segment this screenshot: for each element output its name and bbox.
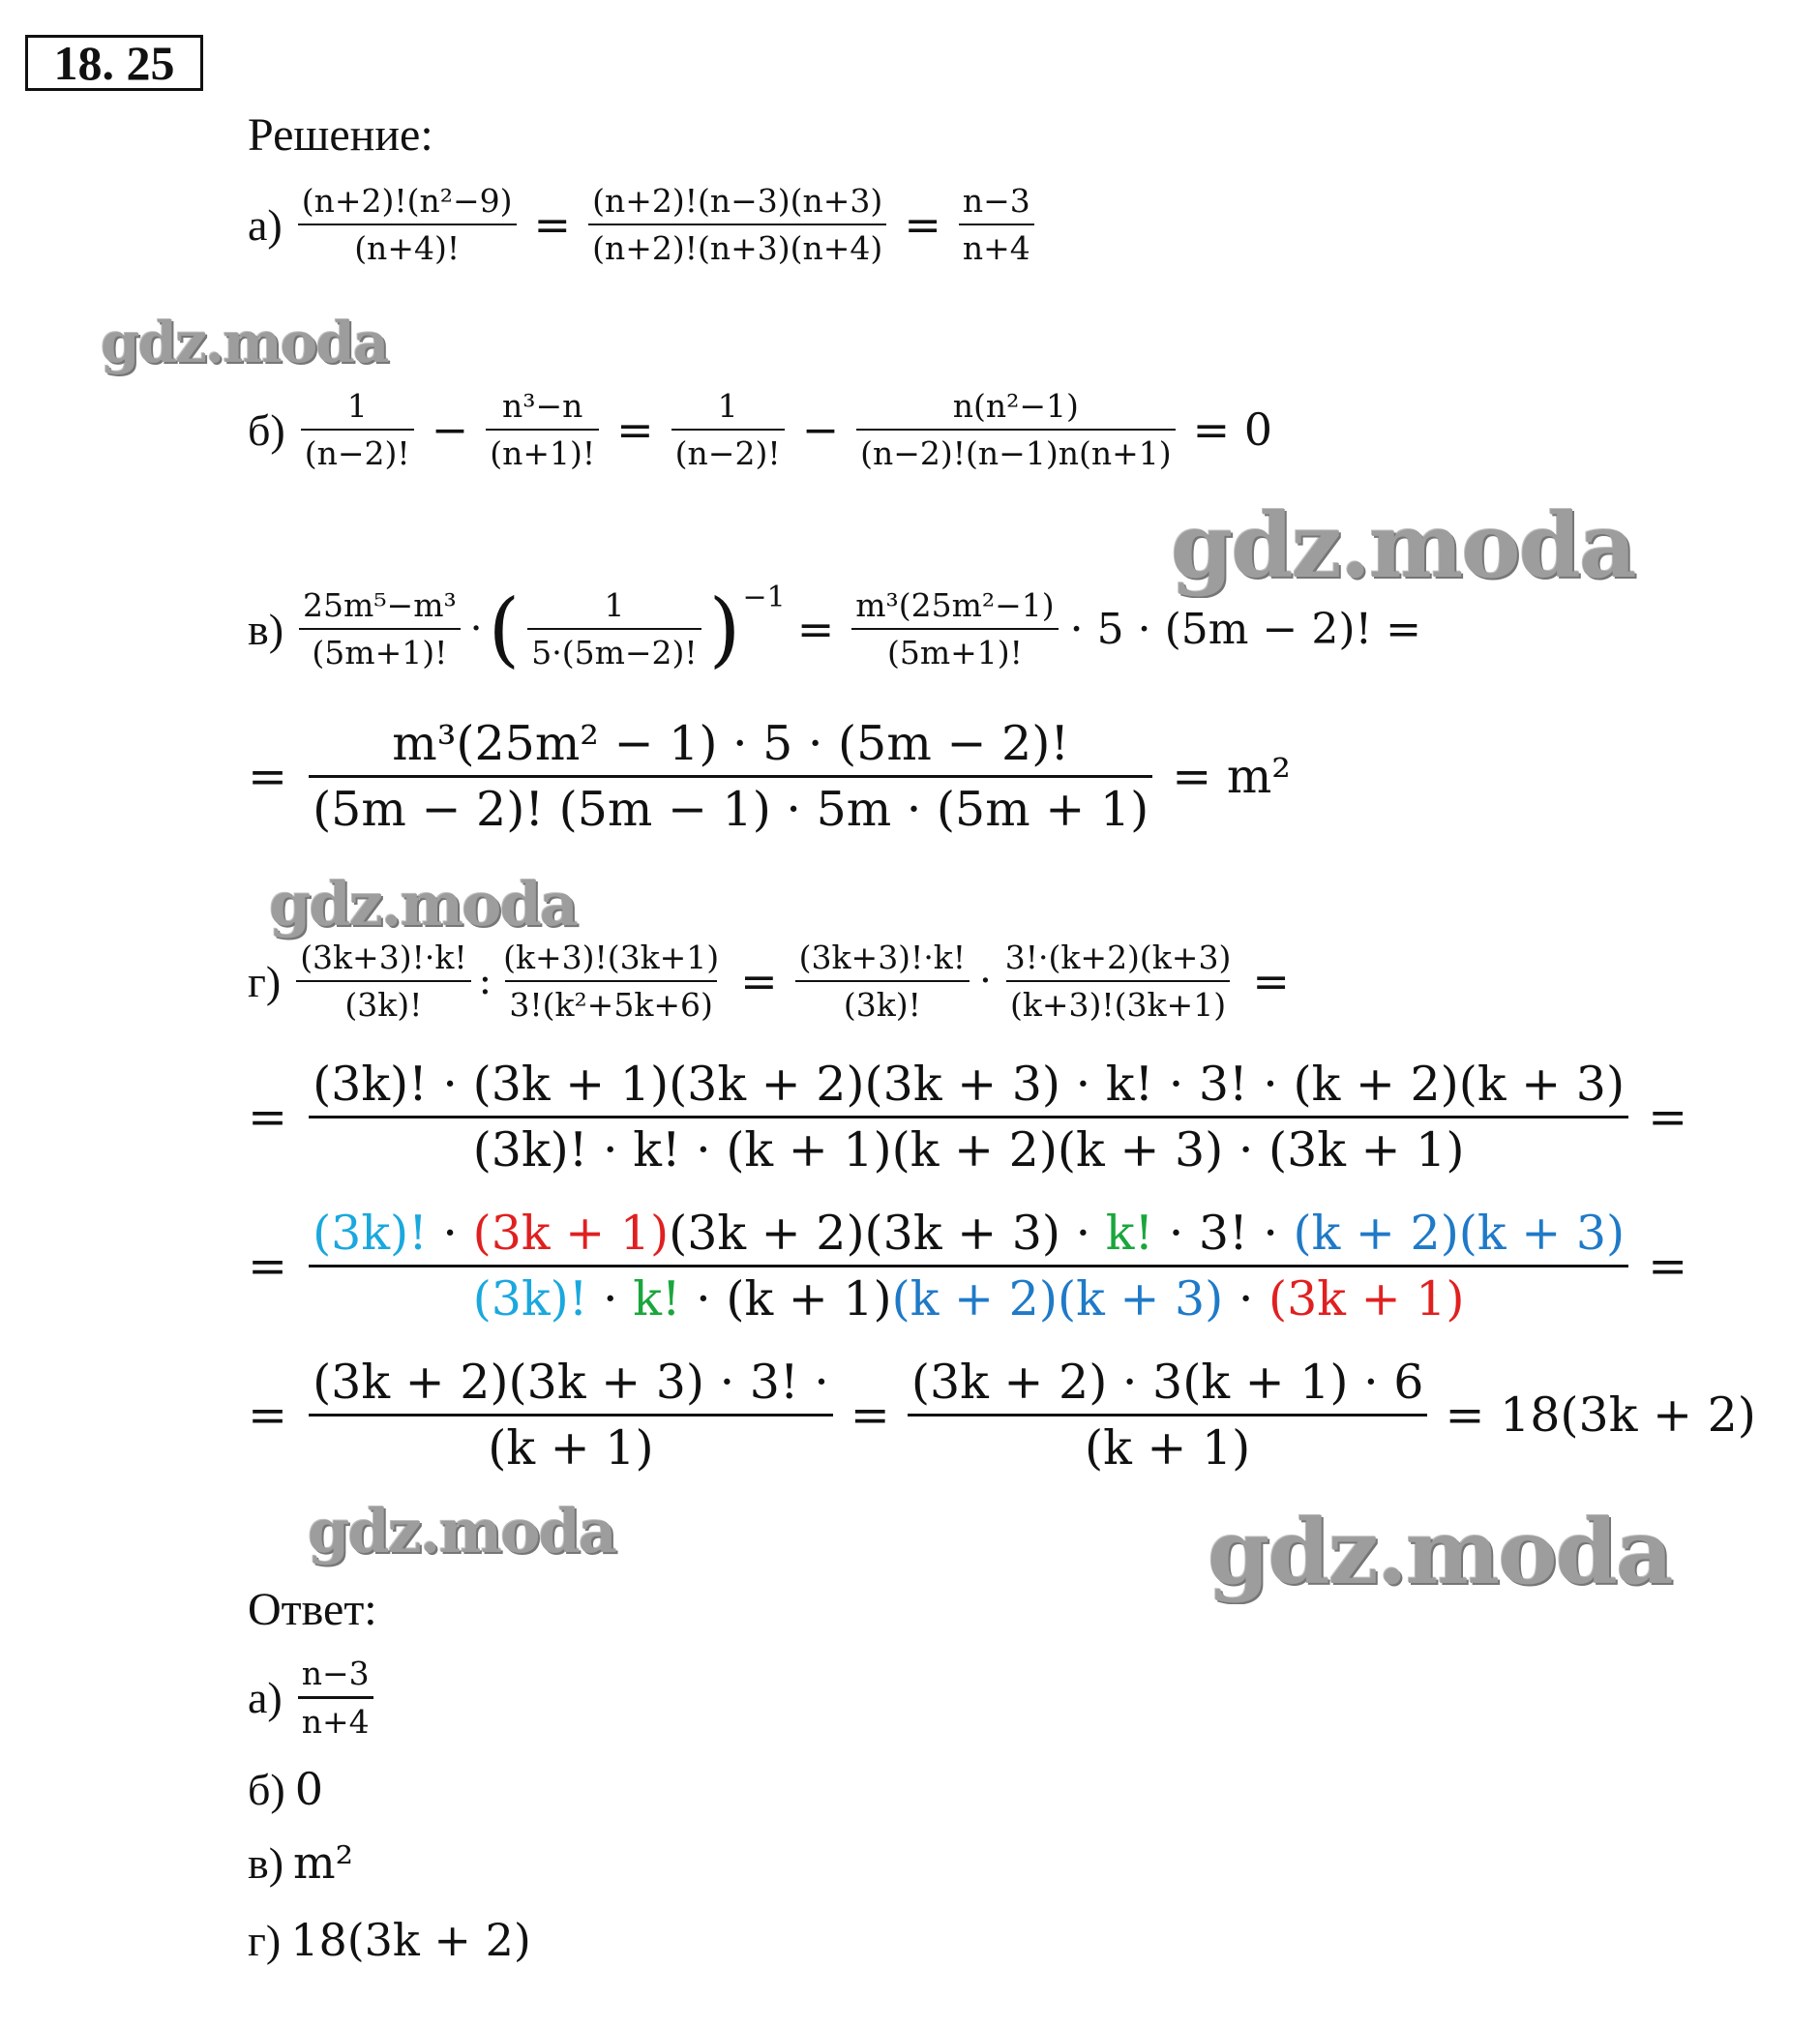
answer-g-label: г): [248, 1915, 282, 1965]
equals-sign: =: [904, 198, 941, 251]
answer-g: [248, 1914, 531, 1966]
fraction-numerator: 1: [346, 387, 368, 425]
answer-b-label: б): [248, 1764, 285, 1814]
part-g-line-4: [248, 1355, 1756, 1476]
equals-sign: =: [796, 603, 835, 655]
part-v-fraction-2: [527, 586, 701, 671]
highlight-k-factorial: k!: [633, 1271, 681, 1327]
part-b-fraction-1: [301, 387, 414, 472]
part-a: [248, 182, 1040, 267]
part-a-label: а): [248, 199, 283, 250]
highlight-3k-plus-1: (3k + 1): [472, 1206, 670, 1261]
den-part: ·: [587, 1271, 634, 1327]
part-g-line-2-fraction: [309, 1057, 1628, 1178]
part-b-fraction-2: [486, 387, 599, 472]
fraction-denominator: (3k)!: [795, 980, 970, 1024]
fraction-denominator: n+4: [298, 1696, 373, 1741]
part-g-line-4-fraction-1: [309, 1355, 833, 1476]
fraction-denominator: [309, 1265, 1628, 1327]
answer-a-fraction: [298, 1655, 373, 1741]
part-g-result: = 18(3k + 2): [1445, 1387, 1756, 1443]
part-v-result: = m²: [1172, 749, 1291, 804]
part-g-line-2: [248, 1057, 1687, 1178]
problem-number: 18. 25: [25, 35, 203, 91]
equals-sign: =: [1648, 1089, 1688, 1145]
watermark: gdz.moda: [308, 1496, 615, 1566]
fraction-denominator: (5m − 2)! (5m − 1) · 5m · (5m + 1): [309, 775, 1152, 837]
fraction-numerator: m³(25m²−1): [855, 586, 1055, 624]
fraction-numerator: (3k+3)!·k!: [300, 939, 467, 976]
fraction-numerator: (3k+3)!·k!: [798, 939, 967, 976]
equals-sign: =: [248, 1387, 288, 1443]
fraction-numerator: (n+2)!(n²−9): [301, 182, 513, 220]
equals-sign: =: [248, 1238, 288, 1294]
fraction-denominator: (3k)!: [296, 980, 470, 1024]
part-a-fraction-1: [298, 182, 517, 267]
num-part: · 3! ·: [1153, 1206, 1294, 1261]
fraction-denominator: (3k)! · k! · (k + 1)(k + 2)(k + 3) · (3k + 1): [309, 1116, 1628, 1178]
answer-b-value: 0: [294, 1763, 324, 1815]
part-v-fraction-1: [299, 586, 461, 671]
part-g-line-3-fraction: [309, 1206, 1628, 1327]
part-b: [248, 387, 1272, 472]
fraction-numerator: m³(25m² − 1) · 5 · (5m − 2)!: [392, 716, 1070, 771]
den-part: ·: [1223, 1271, 1269, 1327]
left-paren: (: [488, 582, 521, 676]
part-v-tail: · 5 · (5m − 2)! =: [1069, 604, 1422, 654]
part-v-big-fraction: [309, 716, 1152, 837]
equals-sign: =: [1648, 1238, 1688, 1294]
answer-v-value: m²: [293, 1836, 354, 1889]
fraction-denominator: 5·(5m−2)!: [527, 628, 701, 671]
fraction-denominator: (n+2)!(n+3)(n+4): [588, 224, 886, 267]
part-b-label: б): [248, 404, 285, 455]
answer-b: [248, 1763, 323, 1815]
dot-operator: ·: [979, 959, 992, 1003]
fraction-denominator: (5m+1)!: [299, 628, 461, 671]
fraction-numerator: 1: [717, 387, 738, 425]
highlight-k-factorial: k!: [1105, 1206, 1154, 1261]
part-b-result: = 0: [1192, 403, 1273, 456]
part-a-fraction-3: [959, 182, 1034, 267]
equals-sign: =: [740, 955, 778, 1007]
answer-a: [248, 1655, 379, 1741]
watermark: gdz.moda: [269, 869, 577, 939]
fraction-denominator: (k + 1): [309, 1414, 833, 1476]
part-v-fraction-3: [851, 586, 1058, 671]
highlight-3k-plus-1: (3k + 1): [1268, 1271, 1465, 1327]
equals-sign: =: [248, 749, 288, 804]
fraction-numerator: n³−n: [501, 387, 583, 425]
part-a-fraction-2: [588, 182, 886, 267]
highlight-3k-factorial: (3k)!: [472, 1271, 588, 1327]
equals-sign: =: [248, 1089, 288, 1145]
fraction-numerator: n(n²−1): [952, 387, 1079, 425]
part-v-line-2: [248, 716, 1291, 837]
part-v-line-1: [248, 581, 1422, 676]
fraction-numerator: (3k + 2) · 3(k + 1) · 6: [910, 1355, 1424, 1410]
highlight-k2-k3: (k + 2)(k + 3): [891, 1271, 1224, 1327]
answer-v: [248, 1836, 353, 1889]
fraction-numerator: (3k + 2)(3k + 3) · 3! ·: [313, 1355, 829, 1410]
answer-v-label: в): [248, 1837, 284, 1888]
den-part: · (k + 1): [680, 1271, 892, 1327]
answer-g-value: 18(3k + 2): [290, 1914, 531, 1966]
equals-sign: =: [1252, 955, 1290, 1007]
minus-sign: −: [431, 403, 469, 456]
highlight-3k-factorial: (3k)!: [313, 1206, 428, 1261]
num-part: ·: [427, 1206, 473, 1261]
dot-operator: ·: [469, 607, 483, 651]
fraction-denominator: (n+4)!: [298, 224, 517, 267]
fraction-numerator: n−3: [962, 182, 1030, 220]
part-g-fraction-4: [1001, 939, 1236, 1024]
num-part: (3k + 2)(3k + 3) ·: [669, 1206, 1106, 1261]
part-g-line-4-fraction-2: [908, 1355, 1428, 1476]
exponent: −1: [742, 581, 786, 614]
fraction-denominator: (5m+1)!: [851, 628, 1058, 671]
watermark: gdz.moda: [1171, 493, 1635, 598]
watermark: gdz.moda: [1208, 1500, 1672, 1604]
fraction-denominator: (n−2)!: [301, 429, 414, 472]
fraction-denominator: (k + 1): [908, 1414, 1428, 1476]
part-g-fraction-3: [795, 939, 970, 1024]
watermark: gdz.moda: [101, 310, 388, 375]
right-paren: ): [708, 582, 741, 676]
fraction-numerator: 25m⁵−m³: [303, 586, 457, 624]
fraction-numerator: 3!·(k+2)(k+3): [1004, 939, 1232, 976]
fraction-denominator: (n−2)!(n−1)n(n+1): [856, 429, 1175, 472]
fraction-numerator: (n+2)!(n−3)(n+3): [592, 182, 883, 220]
fraction-numerator: 1: [604, 586, 625, 624]
fraction-denominator: n+4: [959, 224, 1034, 267]
fraction-denominator: (k+3)!(3k+1): [1006, 980, 1230, 1024]
part-g-line-1: [248, 939, 1301, 1024]
equals-sign: =: [616, 403, 654, 456]
colon-operator: :: [478, 959, 492, 1003]
part-g-line-3: [248, 1206, 1687, 1327]
fraction-numerator: n−3: [301, 1655, 370, 1692]
part-g-label: г): [248, 956, 282, 1006]
answer-heading: Ответ:: [248, 1584, 377, 1635]
fraction-denominator: (n−2)!: [671, 429, 785, 472]
fraction-numerator: (3k)! · (3k + 1)(3k + 2)(3k + 3) · k! · 3! · (k + 2)(k + 3): [313, 1057, 1626, 1112]
equals-sign: =: [850, 1387, 890, 1443]
equals-sign: =: [533, 198, 572, 251]
part-v-label: в): [248, 604, 284, 654]
part-g-fraction-2: [499, 939, 723, 1024]
part-b-fraction-4: [856, 387, 1175, 472]
fraction-numerator: [309, 1206, 1628, 1265]
highlight-k2-k3: (k + 2)(k + 3): [1293, 1206, 1626, 1261]
minus-sign: −: [801, 403, 840, 456]
solution-heading: Решение:: [248, 109, 433, 161]
fraction-denominator: (n+1)!: [486, 429, 599, 472]
part-g-fraction-1: [296, 939, 470, 1024]
fraction-numerator: (k+3)!(3k+1): [503, 939, 720, 976]
fraction-denominator: 3!(k²+5k+6): [505, 980, 717, 1024]
answer-a-label: а): [248, 1673, 283, 1722]
part-b-fraction-3: [671, 387, 785, 472]
